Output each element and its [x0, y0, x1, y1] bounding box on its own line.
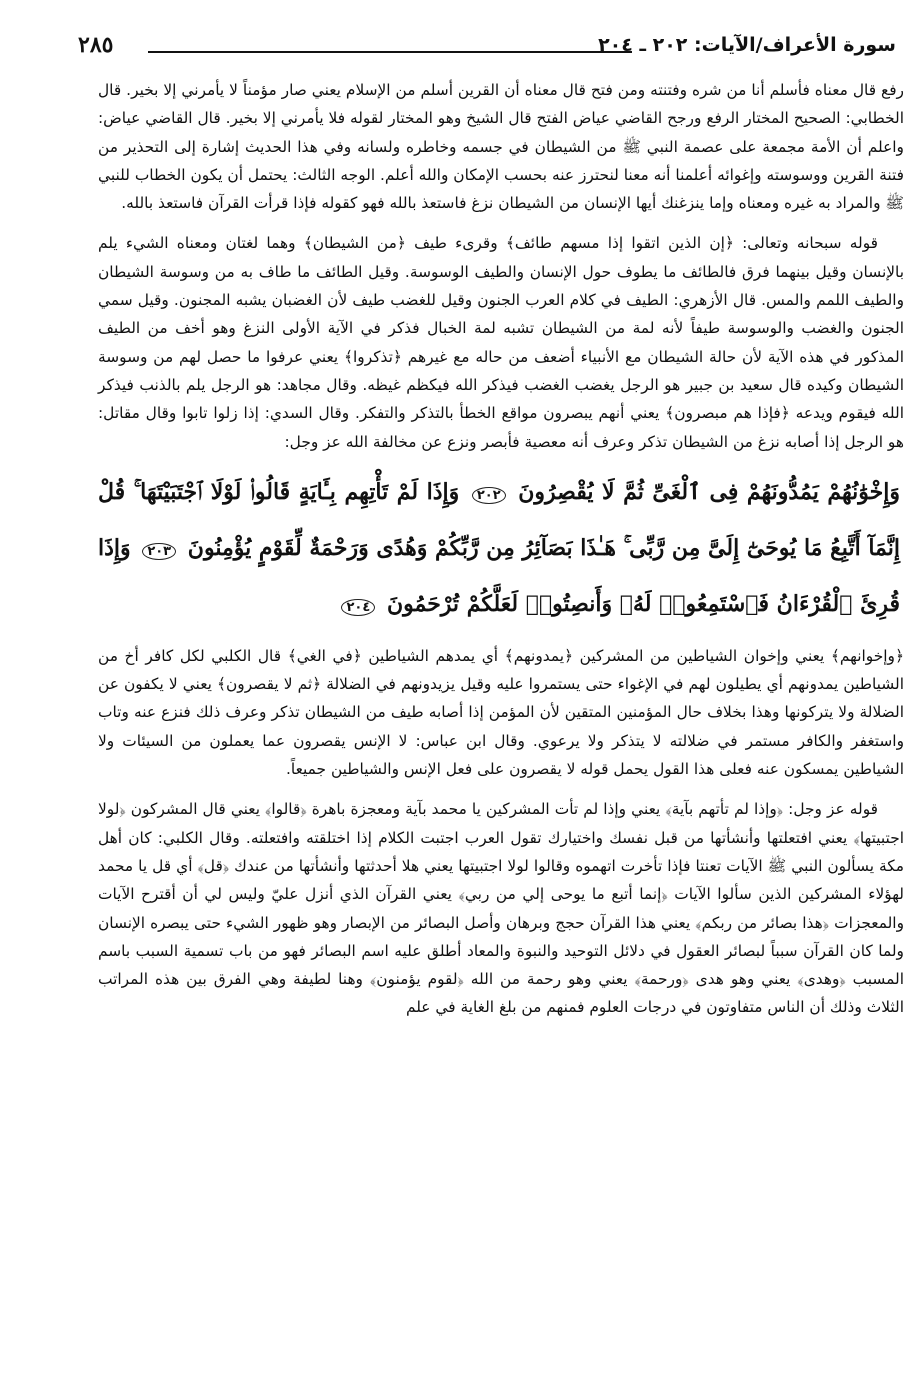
running-title: سورة الأعراف/الآيات: ٢٠٢ ـ ٢٠٤ [598, 34, 896, 56]
page-body [98, 76, 904, 1022]
paragraph-4: قوله عز وجل: ﴿وإذا لم تأتهم بآية﴾ يعني وإذا لم تأت المشركين يا محمد بآية ومعجزة باهرة ﴿قالوا﴾ يعني قال المشركون ﴿لولا اجتبيتها﴾ يعني افتعلتها وأنشأتها من قبل نفسك واختيارك تقول العرب اجتبت الكلام إذا اختلقته وافتعلته. وقال الكلبي: كان أهل مكة يسألون النبي ﷺ الآيات تعنتا فإذا تأخرت اتهموه وقالوا لولا اجتبيتها يعني هلا أحدثتها وأنشأتها من عندك ﴿قل﴾ أي قل يا محمد لهؤلاء المشركين الذين سألوا الآيات ﴿إنما أتبع ما يوحى إلي من ربي﴾ يعني القرآن الذي أنزل عليّ وليس لي أن أقترح الآيات والمعجزات ﴿هذا بصائر من ربكم﴾ يعني هذا القرآن حجج وبرهان وأصل البصائر من الإبصار وهو ظهور الشيء حتى يبصره الإنسان ولما كان القرآن سبباً لبصائر العقول في دلائل التوحيد والنبوة والمعاد أطلق عليه اسم البصائر فهو من باب تسمية السبب باسم المسبب ﴿وهدى﴾ يعني وهو هدى ﴿ورحمة﴾ يعني وهو رحمة من الله ﴿لقوم يؤمنون﴾ وهنا لطيفة وهي الفرق بين هذه المراتب الثلاث وذلك أن الناس متفاوتون في درجات العلوم فمنهم من بلغ الغاية في علم [98, 800, 904, 1017]
header-rule [148, 51, 632, 53]
verse-203: وَإِذَا لَمْ تَأْتِهِم بِـَٔايَةٍ قَالُوا۟ لَوْلَا ٱجْتَبَيْتَهَا ۚ قُلْ إِنَّمَآ أَتَّبِعُ مَا يُوحَىٰٓ إِلَىَّ مِن رَّبِّى ۚ هَـٰذَا بَصَآئِرُ مِن رَّبِّكُمْ وَهُدًى وَرَحْمَةٌ لِّقَوْمٍ يُؤْمِنُونَ [98, 478, 900, 561]
page-number: ٢٨٥ [78, 32, 114, 58]
paragraph-2: قوله سبحانه وتعالى: ﴿إن الذين اتقوا إذا مسهم طائف﴾ وقرىء طيف ﴿من الشيطان﴾ وهما لغتان ومعناه الشيء يلم بالإنسان وقيل بينهما فرق فالطائف ما يطوف حول الإنسان والطيف الوسوسة. وقيل الطائف ما طاف به من وسوسة الشيطان والطيف اللمم والمس. قال الأزهري: الطيف في كلام العرب الجنون وقيل للغضب طيف لأن الغضبان يشبه المجنون. وقيل سمي الجنون والغضب والوسوسة طيفاً لأنه لمة من الشيطان تشبه لمة الخبال فذكر في الآية الأولى النزغ وهو أخف من الطيف المذكور في هذه الآية لأن حالة الشيطان مع الأنبياء أضعف من حاله مع غيرهم ﴿تذكروا﴾ يعني عرفوا ما حصل لهم من وسوسة الشيطان وكيده قال سعيد بن جبير هو الرجل يغضب الغضب فيذكر الله فيكظم غيظه. وقال مجاهد: هو الرجل يلم بالذنب فيذكر الله فيقوم ويدعه ﴿فإذا هم مبصرون﴾ يعني أنهم يبصرون مواقع الخطأ بالتذكر والتفكر. وقال السدي: إذا زلوا تابوا وقال مقاتل: هو الرجل إذا أصابه نزغ من الشيطان تذكر وعرف أنه معصية فأبصر ونزع عن مخالفة الله عز وجل: [98, 234, 904, 451]
verse-202: وَإِخْوَٰنُهُمْ يَمُدُّونَهُمْ فِى ٱلْغَىِّ ثُمَّ لَا يُقْصِرُونَ [518, 478, 900, 505]
verse-number-203: ٢٠٣ [142, 543, 176, 560]
paragraph-3: ﴿وإخوانهم﴾ يعني وإخوان الشياطين من المشركين ﴿يمدونهم﴾ أي يمدهم الشياطين ﴿في الغي﴾ قال الكلبي لكل كافر أخ من الشياطين يمدونهم أي يطيلون لهم في الإغواء حتى يستمروا عليه وقيل يزيدونهم في الضلالة ﴿ثم لا يقصرون﴾ يعني لا يكفون عن الضلالة ولا يتركونها وهذا بخلاف حال المؤمنين المتقين لأن المؤمن إذا أصابه طيف من الشيطان تذكر وعرف ذلك فنزع عنه وتاب واستغفر والكافر مستمر في ضلالته لا يتذكر ولا يرعوي. وقال ابن عباس: لا الإنس يقصرون عما يعملون من السيئات ولا الشياطين يمسكون عنه فعلى هذا القول يحمل قوله لا يقصرون على فعل الإنس والشياطين جميعاً. [98, 646, 904, 779]
paragraph-1: رفع قال معناه فأسلم أنا من شره وفتنته ومن فتح قال معناه أن القرين أسلم من الإسلام يعني صار مؤمناً لا يأمرني إلا بخير. قال الخطابي: الصحيح المختار الرفع ورجح القاضي عياض الفتح قال الشيخ وهو المختار لقوله فلا يأمرني إلا بخير. قال القاضي عياض: واعلم أن الأمة مجمعة على عصمة النبي ﷺ من الشيطان في جسمه وخاطره ولسانه وفي هذا الحديث إشارة إلى التحذير من فتنة القرين ووسوسته وإغوائه أعلمنا أنه معنا لنحترز عنه بحسب الإمكان والله أعلم. الوجه الثالث: يحتمل أن يكون الخطاب للنبي ﷺ والمراد به غيره ومعناه وإما ينزغنك أيها الإنسان من الشيطان نزغ فاستعذ بالله فهو كقوله فإذا قرأت القرآن فاستعذ بالله. [98, 81, 904, 213]
verse-204: وَإِذَا قُرِئَ ٱلْقُرْءَانُ فَٱسْتَمِعُوا۟ لَهُۥ وَأَنصِتُوا۟ لَعَلَّكُمْ تُرْحَمُونَ [97, 534, 900, 617]
verse-number-204: ٢٠٤ [341, 599, 375, 616]
verse-number-202: ٢٠٢ [472, 487, 506, 504]
page-header [78, 34, 902, 68]
quran-verses [98, 466, 900, 634]
